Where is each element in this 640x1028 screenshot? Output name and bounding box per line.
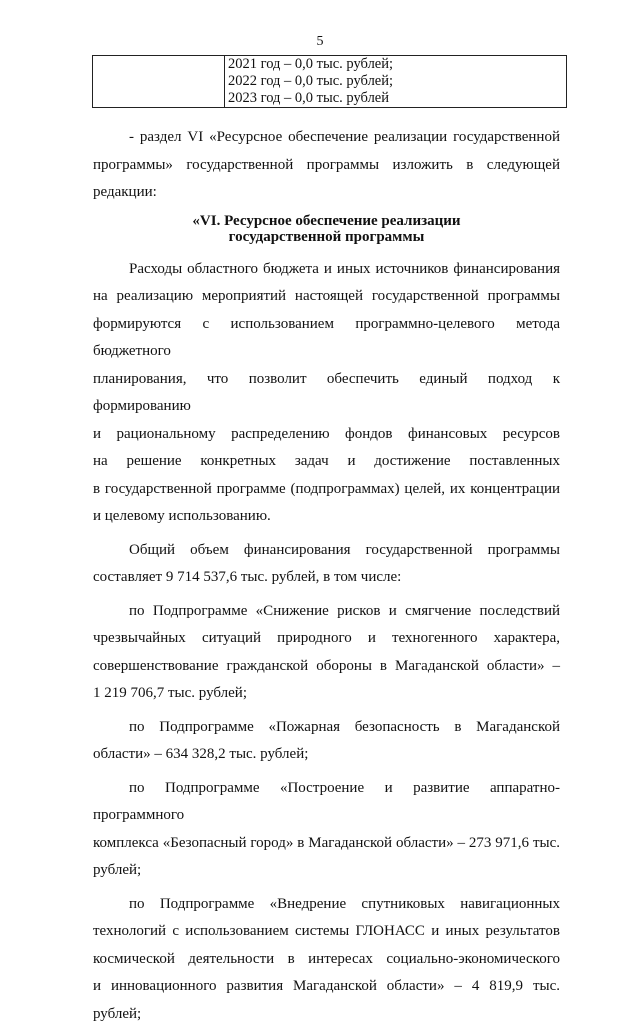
text-line: рублей; [93, 857, 560, 885]
funding-table-fragment [92, 55, 567, 108]
table-empty-cell [93, 56, 225, 108]
table-value-cell [225, 56, 567, 108]
section-heading [93, 213, 560, 245]
paragraph-subprogram-safe-city [93, 775, 560, 885]
text-line: по Подпрограмме «Снижение рисков и смягчение последствий [93, 598, 560, 626]
paragraph-subprogram-fire [93, 714, 560, 769]
intro-paragraph [93, 124, 560, 207]
text-line: в государственной программе (подпрограммах) целей, их концентрации [93, 476, 560, 504]
paragraph-total-funding [93, 537, 560, 592]
page-number: 5 [0, 34, 640, 50]
text-line: 1 219 706,7 тыс. рублей; [93, 680, 560, 708]
paragraph-expenses [93, 256, 560, 531]
text-line: на решение конкретных задач и достижение поставленных [93, 448, 560, 476]
text-line: Расходы областного бюджета и иных источников финансирования [93, 256, 560, 284]
text-line: области» – 634 328,2 тыс. рублей; [93, 741, 560, 769]
text-line: по Подпрограмме «Построение и развитие аппаратно-программного [93, 775, 560, 830]
section-heading-line: государственной программы [93, 229, 560, 245]
paragraph-subprogram-glonass [93, 891, 560, 1028]
text-line: программы» государственной программы изложить в следующей [93, 152, 560, 180]
table-line: 2021 год – 0,0 тыс. рублей; [228, 56, 566, 73]
text-line: и целевому использованию. [93, 503, 560, 531]
text-line: на реализацию мероприятий настоящей государственной программы [93, 283, 560, 311]
text-line: составляет 9 714 537,6 тыс. рублей, в том числе: [93, 564, 560, 592]
text-line: формируются с использованием программно-целевого метода бюджетного [93, 311, 560, 366]
text-line: Общий объем финансирования государственной программы [93, 537, 560, 565]
document-body [93, 124, 560, 1028]
text-line: комплекса «Безопасный город» в Магаданской области» – 273 971,6 тыс. [93, 830, 560, 858]
text-line: космической деятельности в интересах социально-экономического [93, 946, 560, 974]
paragraph-subprogram-risks [93, 598, 560, 708]
table-line: 2023 год – 0,0 тыс. рублей [228, 90, 566, 107]
text-line: - раздел VI «Ресурсное обеспечение реализации государственной [93, 124, 560, 152]
text-line: по Подпрограмме «Внедрение спутниковых навигационных [93, 891, 560, 919]
text-line: и рациональному распределению фондов финансовых ресурсов [93, 421, 560, 449]
text-line: редакции: [93, 179, 560, 207]
text-line: технологий с использованием системы ГЛОНАСС и иных результатов [93, 918, 560, 946]
text-line: совершенствование гражданской обороны в Магаданской области» – [93, 653, 560, 681]
table-line: 2022 год – 0,0 тыс. рублей; [228, 73, 566, 90]
section-heading-line: «VI. Ресурсное обеспечение реализации [93, 213, 560, 229]
text-line: чрезвычайных ситуаций природного и техногенного характера, [93, 625, 560, 653]
text-line: и инновационного развития Магаданской области» – 4 819,9 тыс. рублей; [93, 973, 560, 1028]
text-line: планирования, что позволит обеспечить единый подход к формированию [93, 366, 560, 421]
text-line: по Подпрограмме «Пожарная безопасность в Магаданской [93, 714, 560, 742]
